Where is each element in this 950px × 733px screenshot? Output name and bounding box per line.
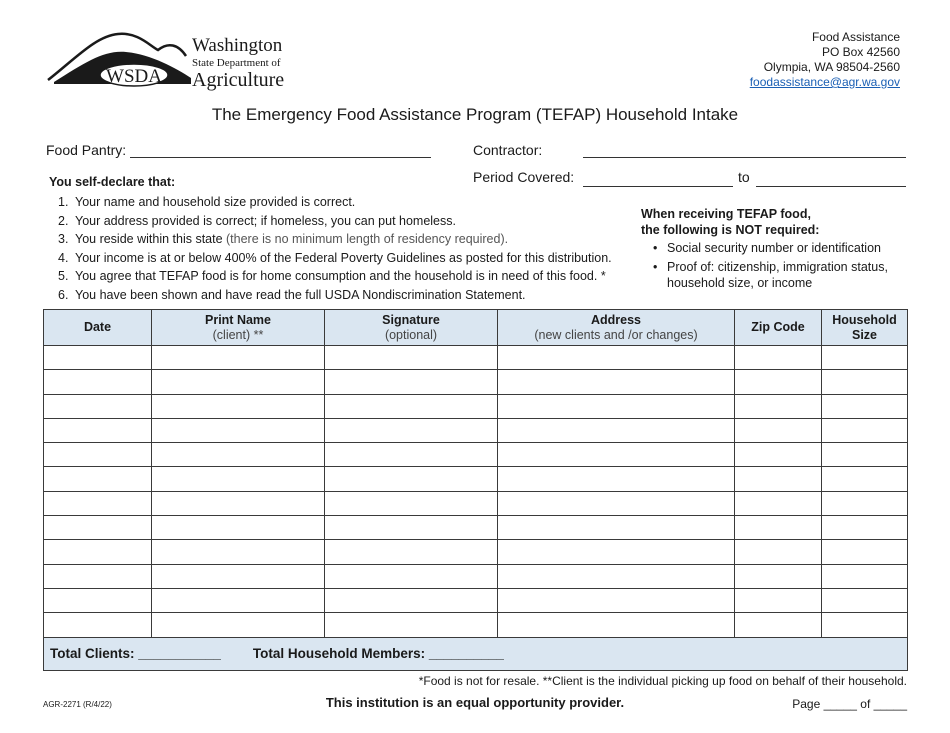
household-size-cell[interactable] [822,443,908,467]
table-row [44,588,908,612]
table-row [44,443,908,467]
col-address: Address (new clients and /or changes) [498,310,735,346]
address-cell[interactable] [498,394,735,418]
contact-line-3: Olympia, WA 98504-2560 [763,60,900,74]
col-print-name: Print Name (client) ** [152,310,325,346]
contact-email-link[interactable]: foodassistance@agr.wa.gov [749,75,900,89]
household-size-cell[interactable] [822,588,908,612]
signature-cell[interactable] [325,394,498,418]
declare-item: 2. Your address provided is correct; if homeless, you can put homeless. [58,213,456,228]
not-required-item: • Social security number or identification [653,240,903,256]
logo-line-washington: Washington [192,35,283,56]
print-name-cell[interactable] [152,588,325,612]
declare-item: 4. Your income is at or below 400% of the Federal Poverty Guidelines as posted for this distribution. [58,250,612,265]
page-title: The Emergency Food Assistance Program (TEFAP) Household Intake [211,105,739,124]
zip-code-cell[interactable] [735,564,822,588]
zip-code-cell[interactable] [735,588,822,612]
date-cell[interactable] [44,394,152,418]
not-required-item: • Proof of: citizenship, immigration status, household size, or income [653,259,903,291]
print-name-cell[interactable] [152,443,325,467]
contractor-field[interactable] [583,157,906,158]
date-cell[interactable] [44,540,152,564]
household-size-cell[interactable] [822,613,908,637]
zip-code-cell[interactable] [735,613,822,637]
zip-code-cell[interactable] [735,443,822,467]
table-row [44,564,908,588]
household-size-cell[interactable] [822,467,908,491]
period-start-field[interactable] [583,186,733,187]
logo-wordmark [192,36,284,90]
date-cell[interactable] [44,588,152,612]
table-row [44,418,908,442]
form-number: AGR-2271 (R/4/22) [43,700,112,709]
date-cell[interactable] [44,346,152,370]
address-cell[interactable] [498,516,735,540]
page-number: Page _____ of _____ [792,697,907,711]
period-end-field[interactable] [756,186,906,187]
col-date: Date [44,310,152,346]
signature-cell[interactable] [325,588,498,612]
table-row [44,516,908,540]
date-cell[interactable] [44,443,152,467]
print-name-cell[interactable] [152,418,325,442]
totals-cell [44,637,908,670]
signature-cell[interactable] [325,540,498,564]
date-cell[interactable] [44,564,152,588]
signature-cell[interactable] [325,516,498,540]
table-row [44,491,908,515]
signature-cell[interactable] [325,443,498,467]
zip-code-cell[interactable] [735,346,822,370]
period-covered-label: Period Covered: [473,169,575,185]
address-cell[interactable] [498,588,735,612]
address-cell[interactable] [498,418,735,442]
address-cell[interactable] [498,467,735,491]
household-size-cell[interactable] [822,418,908,442]
address-cell[interactable] [498,370,735,394]
address-cell[interactable] [498,346,735,370]
date-cell[interactable] [44,418,152,442]
col-zip-code: Zip Code [735,310,822,346]
zip-code-cell[interactable] [735,418,822,442]
signature-cell[interactable] [325,491,498,515]
total-clients: Total Clients: ___________ [50,646,221,662]
table-row [44,346,908,370]
print-name-cell[interactable] [152,394,325,418]
household-size-cell[interactable] [822,491,908,515]
print-name-cell[interactable] [152,467,325,491]
signature-cell[interactable] [325,467,498,491]
table-totals-row [44,637,908,670]
table-row [44,394,908,418]
household-size-cell[interactable] [822,394,908,418]
contractor-label: Contractor: [473,142,543,158]
signature-cell[interactable] [325,346,498,370]
date-cell[interactable] [44,467,152,491]
table-header-row [44,310,908,346]
logo-line-state-dept: State Department of [192,57,281,69]
household-size-cell[interactable] [822,564,908,588]
table-row [44,613,908,637]
food-pantry-label: Food Pantry: [46,142,127,158]
self-declare-list [58,193,612,304]
contact-line-2: PO Box 42560 [821,45,900,59]
address-cell[interactable] [498,443,735,467]
household-size-cell[interactable] [822,346,908,370]
household-size-cell[interactable] [822,516,908,540]
table-row [44,467,908,491]
col-household-size: Household Size [822,310,908,346]
zip-code-cell[interactable] [735,467,822,491]
print-name-cell[interactable] [152,370,325,394]
contact-block [750,30,900,90]
print-name-cell[interactable] [152,564,325,588]
print-name-cell[interactable] [152,516,325,540]
declare-item: 5. You agree that TEFAP food is for home consumption and the household is in need of this food. * [58,269,606,283]
address-cell[interactable] [498,540,735,564]
print-name-cell[interactable] [152,491,325,515]
zip-code-cell[interactable] [735,540,822,564]
signature-cell[interactable] [325,370,498,394]
declare-item: 6. You have been shown and have read the full USDA Nondiscrimination Statement. [58,287,526,302]
not-required-heading: When receiving TEFAP food, the following is NOT required: [641,207,820,237]
contact-line-1: Food Assistance [811,30,900,44]
signature-cell[interactable] [325,418,498,442]
print-name-cell[interactable] [152,613,325,637]
table-row [44,370,908,394]
total-household-members: Total Household Members: __________ [252,646,504,662]
print-name-cell[interactable] [152,346,325,370]
food-pantry-field[interactable] [130,157,431,158]
zip-code-cell[interactable] [735,370,822,394]
zip-code-cell[interactable] [735,394,822,418]
table-body [44,346,908,638]
declare-item: 3. You reside within this state (there is no minimum length of residency required). [58,232,509,246]
address-cell[interactable] [498,613,735,637]
date-cell[interactable] [44,613,152,637]
household-size-cell[interactable] [822,540,908,564]
zip-code-cell[interactable] [735,491,822,515]
date-cell[interactable] [44,370,152,394]
period-to-label: to [738,169,750,185]
print-name-cell[interactable] [152,540,325,564]
address-cell[interactable] [498,564,735,588]
table-row [44,540,908,564]
household-size-cell[interactable] [822,370,908,394]
self-declare-heading: You self-declare that: [49,175,176,189]
date-cell[interactable] [44,491,152,515]
address-cell[interactable] [498,491,735,515]
logo-badge-text: WSDA [106,66,162,87]
signature-cell[interactable] [325,613,498,637]
col-signature: Signature (optional) [325,310,498,346]
declare-item: 1. Your name and household size provided is correct. [58,195,356,209]
equal-opportunity-statement: This institution is an equal opportunity provider. [325,695,625,710]
logo-line-agriculture: Agriculture [192,69,285,91]
footnote: *Food is not for resale. **Client is the individual picking up food on behalf of their household. [418,674,907,688]
date-cell[interactable] [44,516,152,540]
signature-cell[interactable] [325,564,498,588]
not-required-list [653,240,903,294]
intake-table [43,309,908,671]
zip-code-cell[interactable] [735,516,822,540]
